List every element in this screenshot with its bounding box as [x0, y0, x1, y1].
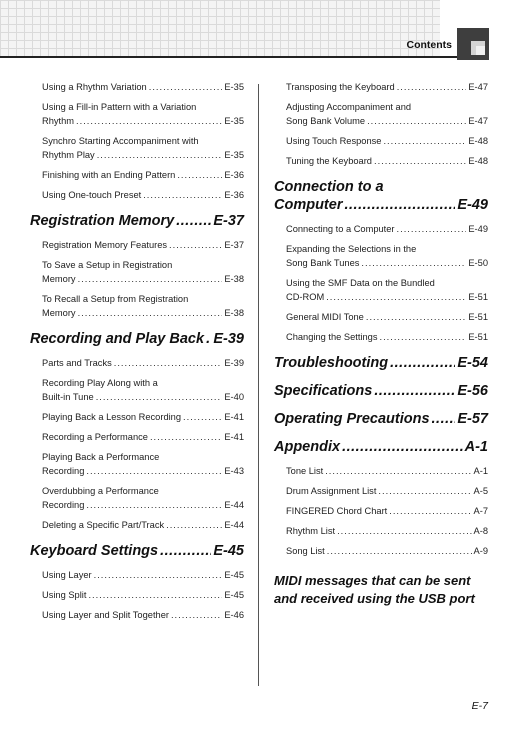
entry-leader-row [286, 330, 488, 344]
entry-leader-row [286, 310, 488, 324]
entry-leader-row [286, 504, 488, 518]
section-title: Keyboard Settings [30, 543, 159, 559]
entry-title: Tone List [286, 466, 324, 476]
toc-entry [274, 276, 488, 304]
section-page-ref: E-54 [457, 355, 488, 371]
entry-title-line: Recording Play Along with a [42, 378, 158, 388]
entry-title-line: Overdubbing a Performance [42, 486, 159, 496]
midi-heading-line: MIDI messages that can be sent [274, 573, 471, 588]
entry-title: Recording [42, 466, 85, 476]
section-title: Computer [274, 197, 343, 213]
entry-title: Finishing with an Ending Pattern [42, 170, 176, 180]
toc-entry [30, 80, 244, 94]
entry-page-ref: E-44 [224, 500, 244, 510]
entry-leader-row [286, 80, 488, 94]
toc-section-heading [274, 178, 488, 214]
entry-leader-row [286, 222, 488, 236]
entry-leader-row [286, 134, 488, 148]
entry-page-ref: A-8 [473, 526, 488, 536]
toc-entry [274, 154, 488, 168]
toc-right-column [274, 80, 488, 608]
entry-leader-row [42, 608, 244, 622]
entry-page-ref: E-41 [224, 432, 244, 442]
entry-page-ref: E-35 [224, 82, 244, 92]
entry-leader-row [42, 498, 244, 512]
dot-leader [366, 310, 467, 324]
dot-leader [327, 544, 472, 558]
entry-leader-row [42, 306, 244, 320]
toc-entry [30, 588, 244, 602]
toc-entry [30, 188, 244, 202]
toc-entry [274, 504, 488, 518]
entry-leader-row [286, 256, 488, 270]
entry-leader-row [42, 272, 244, 286]
dot-leader [177, 168, 222, 182]
entry-leader-row [42, 464, 244, 478]
dot-leader [378, 484, 471, 498]
entry-page-ref: E-39 [224, 358, 244, 368]
entry-title: Song List [286, 546, 325, 556]
dot-leader [114, 356, 223, 370]
entry-page-ref: E-43 [224, 466, 244, 476]
dot-leader [94, 568, 223, 582]
entry-leader-row [42, 410, 244, 424]
toc-entry [274, 544, 488, 558]
entry-title-line: To Recall a Setup from Registration [42, 294, 189, 304]
entry-title: Recording a Performance [42, 432, 148, 442]
toc-entry [274, 100, 488, 128]
dot-leader [86, 464, 222, 478]
section-leader-row [30, 330, 244, 348]
entry-title: Using Layer [42, 570, 92, 580]
dot-leader [86, 498, 222, 512]
entry-title: Connecting to a Computer [286, 224, 395, 234]
entry-title: Rhythm [42, 116, 75, 126]
toc-entry [274, 80, 488, 94]
toc-section-heading [30, 212, 244, 230]
entry-page-ref: E-51 [468, 312, 488, 322]
entry-page-ref: E-49 [468, 224, 488, 234]
dot-leader [344, 196, 455, 214]
entry-title: Built-in Tune [42, 392, 94, 402]
section-title: Recording and Play Back [30, 331, 205, 347]
entry-title: Registration Memory Features [42, 240, 168, 250]
toc-section-heading [30, 330, 244, 348]
entry-title: FINGERED Chord Chart [286, 506, 388, 516]
dot-leader [383, 134, 466, 148]
section-title: Appendix [274, 439, 341, 455]
dot-leader [171, 608, 222, 622]
entry-leader-row [42, 390, 244, 404]
toc-entry [30, 356, 244, 370]
dot-leader [150, 430, 222, 444]
toc-section-heading [274, 382, 488, 400]
dot-leader [374, 382, 455, 400]
entry-title: Drum Assignment List [286, 486, 377, 496]
page-number: E-7 [471, 700, 488, 712]
entry-title: Song Bank Volume [286, 116, 366, 126]
dot-leader [78, 306, 223, 320]
toc-entry [30, 238, 244, 252]
toc-section-heading [274, 438, 488, 456]
entry-title: Memory [42, 274, 76, 284]
toc-entry [30, 100, 244, 128]
entry-page-ref: A-9 [473, 546, 488, 556]
entry-title-line: To Save a Setup in Registration [42, 260, 173, 270]
entry-page-ref: E-45 [224, 570, 244, 580]
entry-page-ref: E-37 [224, 240, 244, 250]
toc-entry [30, 376, 244, 404]
dot-leader [88, 588, 222, 602]
toc-entry [30, 450, 244, 478]
toc-midi-heading [274, 572, 488, 608]
section-leader-row [274, 354, 488, 372]
entry-page-ref: E-35 [224, 116, 244, 126]
toc-entry [30, 518, 244, 532]
entry-page-ref: E-40 [224, 392, 244, 402]
entry-page-ref: E-47 [468, 82, 488, 92]
toc-section-heading [274, 410, 488, 428]
entry-page-ref: E-46 [224, 610, 244, 620]
entry-title: Using Layer and Split Together [42, 610, 169, 620]
header-title: Contents [406, 39, 452, 51]
section-title-line: Connection to a [274, 179, 384, 195]
entry-title-line: Expanding the Selections in the [286, 244, 417, 254]
entry-title: Parts and Tracks [42, 358, 112, 368]
section-page-ref: E-45 [213, 543, 244, 559]
entry-page-ref: E-47 [468, 116, 488, 126]
entry-page-ref: A-1 [473, 466, 488, 476]
entry-leader-row [42, 568, 244, 582]
entry-leader-row [42, 588, 244, 602]
toc-entry [274, 134, 488, 148]
dot-leader [337, 524, 471, 538]
toc-entry [30, 410, 244, 424]
section-leader-row [30, 542, 244, 560]
entry-title: Changing the Settings [286, 332, 378, 342]
section-title: Registration Memory [30, 213, 175, 229]
section-title: Troubleshooting [274, 355, 389, 371]
section-leader-row [274, 438, 488, 456]
toc-entry [30, 292, 244, 320]
toc-entry [30, 134, 244, 162]
dot-leader [176, 212, 211, 230]
entry-page-ref: E-48 [468, 136, 488, 146]
entry-title: Playing Back a Lesson Recording [42, 412, 182, 422]
entry-title: Using Touch Response [286, 136, 382, 146]
entry-leader-row [42, 80, 244, 94]
dot-leader [206, 330, 211, 348]
toc-entry [274, 330, 488, 344]
entry-leader-row [42, 148, 244, 162]
entry-leader-row [42, 188, 244, 202]
column-divider [258, 84, 259, 686]
toc-entry [30, 568, 244, 582]
toc-entry [274, 310, 488, 324]
toc-entry [274, 242, 488, 270]
section-title: Operating Precautions [274, 411, 430, 427]
toc-entry [30, 430, 244, 444]
dot-leader [397, 222, 467, 236]
dot-leader [342, 438, 463, 456]
entry-leader-row [286, 544, 488, 558]
entry-title: Deleting a Specific Part/Track [42, 520, 165, 530]
toc-left-column [30, 80, 244, 628]
section-page-ref: A-1 [464, 439, 488, 455]
entry-title: Recording [42, 500, 85, 510]
entry-page-ref: E-38 [224, 274, 244, 284]
entry-title: Using a Rhythm Variation [42, 82, 147, 92]
entry-title: Transposing the Keyboard [286, 82, 395, 92]
dot-leader [97, 148, 223, 162]
entry-page-ref: E-44 [224, 520, 244, 530]
toc-section-heading [274, 354, 488, 372]
entry-page-ref: A-7 [473, 506, 488, 516]
dot-leader [169, 238, 222, 252]
header-rule [0, 56, 457, 58]
section-leader-row [274, 196, 488, 214]
entry-leader-row [286, 464, 488, 478]
entry-page-ref: E-41 [224, 412, 244, 422]
dot-leader [149, 80, 223, 94]
entry-page-ref: E-36 [224, 170, 244, 180]
entry-title-line: Using a Fill-in Pattern with a Variation [42, 102, 197, 112]
section-page-ref: E-37 [213, 213, 244, 229]
toc-entry [274, 524, 488, 538]
dot-leader [397, 80, 467, 94]
toc-entry [30, 484, 244, 512]
dot-leader [389, 504, 471, 518]
corner-block-inner-light [476, 46, 485, 55]
section-page-ref: E-57 [457, 411, 488, 427]
dot-leader [432, 410, 456, 428]
entry-leader-row [286, 154, 488, 168]
toc-section-heading [30, 542, 244, 560]
entry-page-ref: E-51 [468, 292, 488, 302]
toc-entry [30, 258, 244, 286]
entry-page-ref: E-50 [468, 258, 488, 268]
dot-leader [361, 256, 466, 270]
dot-leader [367, 114, 466, 128]
entry-leader-row [42, 430, 244, 444]
entry-title: Tuning the Keyboard [286, 156, 372, 166]
entry-leader-row [286, 114, 488, 128]
section-leader-row [274, 382, 488, 400]
section-leader-row [30, 212, 244, 230]
section-leader-row [274, 410, 488, 428]
entry-title-line: Using the SMF Data on the Bundled [286, 278, 435, 288]
section-page-ref: E-39 [213, 331, 244, 347]
dot-leader [390, 354, 455, 372]
entry-title-line: Playing Back a Performance [42, 452, 160, 462]
entry-title: General MIDI Tone [286, 312, 364, 322]
entry-title: Memory [42, 308, 76, 318]
entry-leader-row [42, 238, 244, 252]
dot-leader [326, 290, 466, 304]
entry-leader-row [286, 290, 488, 304]
entry-title: Song Bank Tunes [286, 258, 360, 268]
entry-page-ref: A-5 [473, 486, 488, 496]
entry-title: Using Split [42, 590, 87, 600]
section-page-ref: E-49 [457, 197, 488, 213]
entry-leader-row [42, 356, 244, 370]
dot-leader [380, 330, 467, 344]
entry-title-line: Synchro Starting Accompaniment with [42, 136, 199, 146]
toc-entry [274, 222, 488, 236]
entry-page-ref: E-48 [468, 156, 488, 166]
entry-page-ref: E-36 [224, 190, 244, 200]
dot-leader [78, 272, 223, 286]
dot-leader [183, 410, 222, 424]
entry-page-ref: E-38 [224, 308, 244, 318]
section-page-ref: E-56 [457, 383, 488, 399]
dot-leader [76, 114, 222, 128]
toc-entry [30, 168, 244, 182]
toc-entry [274, 484, 488, 498]
section-title: Specifications [274, 383, 373, 399]
dot-leader [143, 188, 222, 202]
entry-page-ref: E-51 [468, 332, 488, 342]
dot-leader [166, 518, 222, 532]
entry-title: Rhythm List [286, 526, 336, 536]
header-grid-band [0, 0, 440, 58]
entry-leader-row [286, 484, 488, 498]
toc-entry [274, 464, 488, 478]
entry-leader-row [42, 114, 244, 128]
entry-leader-row [286, 524, 488, 538]
dot-leader [160, 542, 211, 560]
dot-leader [374, 154, 466, 168]
entry-page-ref: E-45 [224, 590, 244, 600]
entry-leader-row [42, 168, 244, 182]
entry-title-line: Adjusting Accompaniment and [286, 102, 412, 112]
entry-leader-row [42, 518, 244, 532]
entry-title: Using One-touch Preset [42, 190, 142, 200]
dot-leader [325, 464, 471, 478]
entry-page-ref: E-35 [224, 150, 244, 160]
midi-heading-line: and received using the USB port [274, 591, 475, 606]
toc-entry [30, 608, 244, 622]
entry-title: CD-ROM [286, 292, 325, 302]
entry-title: Rhythm Play [42, 150, 95, 160]
dot-leader [96, 390, 223, 404]
